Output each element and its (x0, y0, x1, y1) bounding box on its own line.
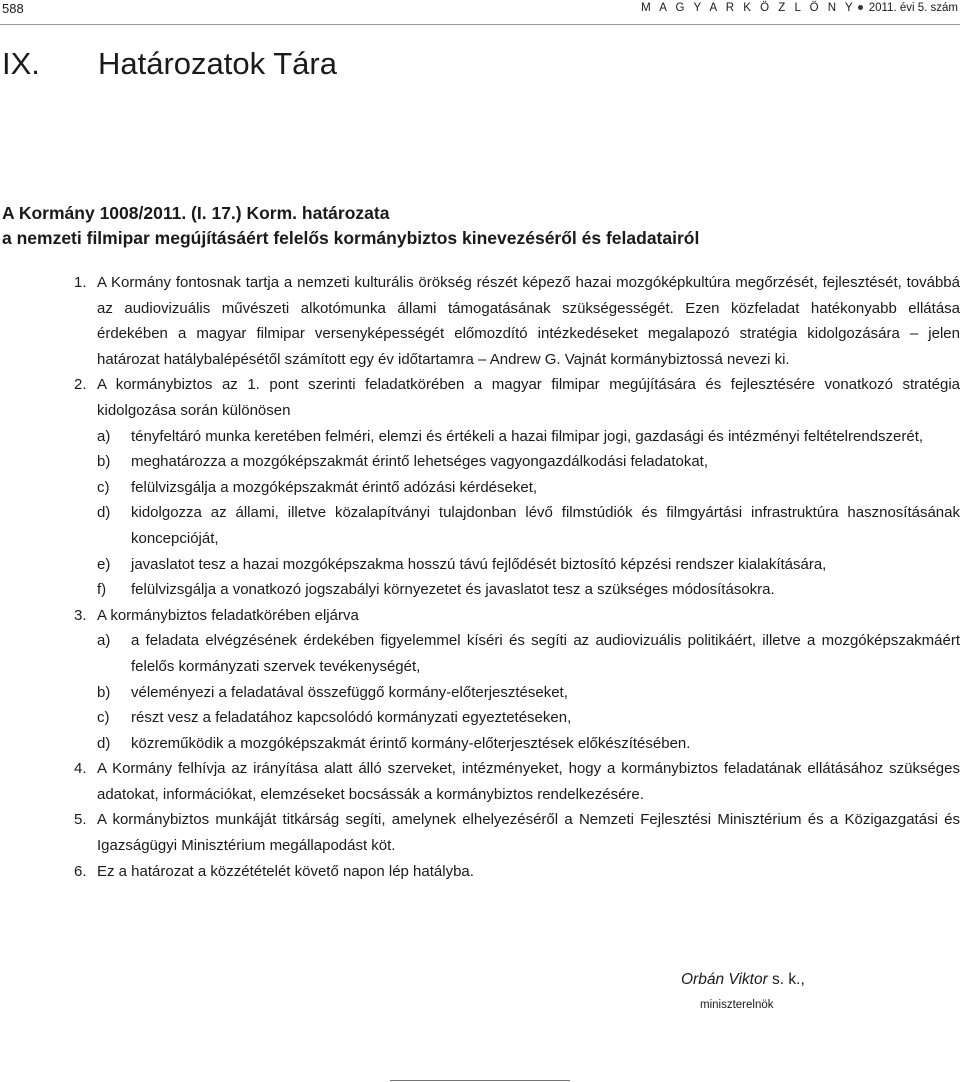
signatory-name (681, 971, 805, 989)
signatory-suffix: s. k., (767, 971, 805, 988)
subpoint-letter: b) (97, 683, 111, 701)
subpoint-text: részt vesz a feladatához kapcsolódó kormányzati egyeztetéseken, (131, 709, 572, 727)
journal-name: M A G Y A R K Ö Z L Ö N Y (641, 2, 856, 14)
subpoint-3c (0, 705, 960, 731)
section-number: IX. (2, 46, 40, 81)
subpoint-text: a feladata elvégzésének érdekében figyelemmel kíséri és segíti az audiovizuális politikáért, illetve a mozgóképszakmáért felelős kormányzati szervek tevékenységét, (131, 632, 960, 675)
page-number: 588 (2, 1, 24, 16)
subpoint-2a (0, 424, 960, 450)
subpoint-2d (0, 500, 960, 551)
point-text: A kormánybiztos munkáját titkárság segíti, amelynek elhelyezéséről a Nemzeti Fejlesztési Minisztérium és a Közigazgatási és Igazságügyi Minisztérium megállapodást köt. (97, 811, 960, 855)
point-text: Ez a határozat a közzétételét követő napon lép hatályba. (97, 862, 474, 880)
subpoint-3a (0, 628, 960, 679)
point-text: A kormánybiztos feladatkörében eljárva (97, 606, 359, 624)
subpoint-2f (0, 577, 960, 603)
point-number: 6. (74, 862, 87, 880)
page-header (0, 0, 960, 22)
header-rule (0, 24, 960, 25)
subpoint-text: véleményezi a feladatával összefüggő kormány-előterjesztéseket, (131, 683, 568, 701)
point-1 (0, 270, 960, 372)
subpoint-letter: c) (97, 478, 110, 496)
point-3 (0, 603, 960, 629)
point-5 (0, 807, 960, 858)
point-6 (0, 859, 960, 885)
subpoint-letter: f) (97, 581, 107, 599)
subpoint-letter: b) (97, 453, 111, 471)
issue-label: 2011. évi 5. szám (868, 2, 958, 14)
bullet-icon (858, 5, 863, 10)
subpoint-text: meghatározza a mozgóképszakmát érintő lehetséges vagyongazdálkodási feladatokat, (131, 453, 709, 471)
subpoint-letter: d) (97, 504, 111, 522)
point-2 (0, 372, 960, 423)
subpoint-3d (0, 731, 960, 757)
resolution-title-line2: a nemzeti filmipar megújításáért felelős kormánybiztos kinevezéséről és feladatairól (2, 228, 700, 248)
point-number: 2. (74, 376, 87, 394)
subpoint-letter: a) (97, 632, 111, 650)
point-text: A Kormány fontosnak tartja a nemzeti kulturális örökség részét képező hazai mozgóképkultúra megőrzését, fejlesztését, továbbá az audiovizuális művészeti alkotómunka állami támogatásának szükségességét. Ezen közfeladat hatékonyabb ellátása érdekében a magyar filmipar versenyképességét előmozdító intézkedéseket megalapozó stratégia kidolgozására – jelen határozat hatálybalépésétől számított egy év időtartamra – Andrew G. Vajnát kormánybiztossá nevezi ki. (97, 274, 960, 368)
subpoint-text: felülvizsgálja a mozgóképszakmát érintő adózási kérdéseket, (131, 478, 538, 496)
subpoint-letter: c) (97, 709, 110, 727)
subpoint-3b (0, 680, 960, 706)
point-number: 4. (74, 760, 87, 778)
point-number: 1. (74, 274, 87, 291)
point-number: 3. (74, 606, 87, 624)
running-head (641, 2, 958, 14)
section-title: Határozatok Tára (98, 46, 337, 81)
subpoint-text: felülvizsgálja a vonatkozó jogszabályi környezetet és javaslatot tesz a szükséges módosításokra. (131, 581, 775, 599)
subpoint-text: tényfeltáró munka keretében felméri, elemzi és értékeli a hazai filmipar jogi, gazdasági és intézményi feltételrendszerét, (131, 427, 924, 445)
subpoint-2b (0, 449, 960, 475)
signatory-name-italic: Orbán Viktor (681, 971, 768, 988)
point-4 (0, 756, 960, 807)
resolution-title-line1: A Kormány 1008/2011. (I. 17.) Korm. határozata (2, 203, 390, 223)
subpoint-2e (0, 552, 960, 578)
subpoint-text: közreműködik a mozgóképszakmát érintő kormány-előterjesztések előkészítésében. (131, 734, 691, 752)
signatory-role: miniszterelnök (700, 999, 774, 1011)
resolution-body (0, 270, 960, 884)
subpoint-text: javaslatot tesz a hazai mozgóképszakma hosszú távú fejlődését biztosító képzési rendszer kialakítására, (131, 555, 827, 573)
subpoint-text: kidolgozza az állami, illetve közalapítványi tulajdonban lévő filmstúdiók és filmgyártási infrastruktúra hasznosításának koncepcióját, (131, 504, 960, 547)
point-number: 5. (74, 811, 87, 829)
footer-rule (390, 1080, 570, 1081)
subpoint-letter: a) (97, 427, 111, 445)
point-text: A Kormány felhívja az irányítása alatt álló szerveket, intézményeket, hogy a kormánybiztos feladatának ellátásához szükséges adatokat, információkat, elemzéseket bocsássák a kormánybiztos rendelkezésére. (97, 760, 960, 803)
resolution-title (2, 201, 952, 251)
subpoint-letter: d) (97, 734, 111, 752)
point-text: A kormánybiztos az 1. pont szerinti feladatkörében a magyar filmipar megújítására és fejlesztésére vonatkozó stratégia kidolgozása során különösen (97, 376, 960, 419)
section-heading (2, 46, 337, 82)
subpoint-letter: e) (97, 555, 111, 573)
subpoint-2c (0, 475, 960, 501)
